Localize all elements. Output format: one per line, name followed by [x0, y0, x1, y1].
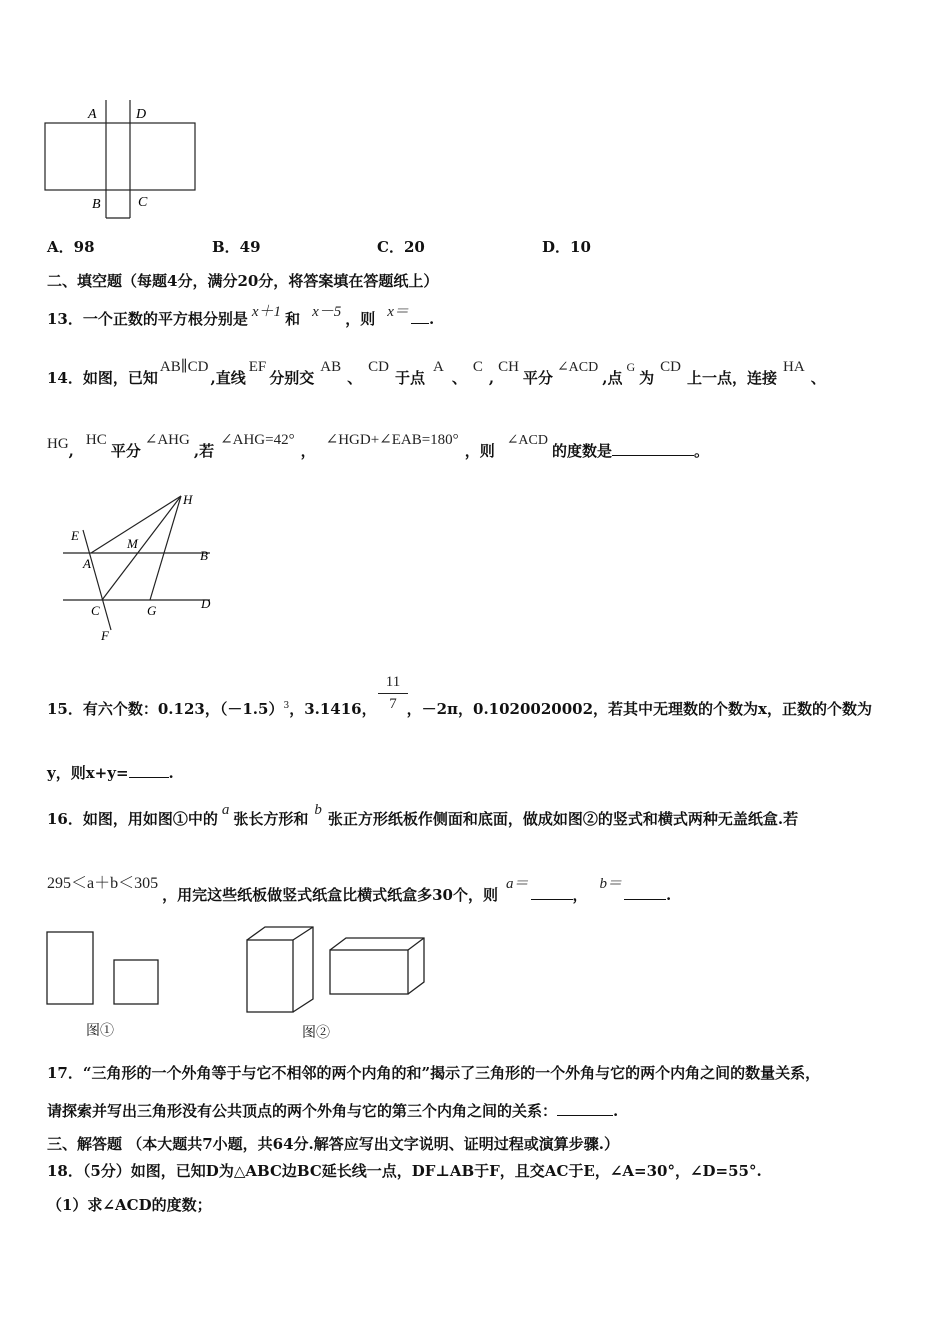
fig16-caption-1: 图① [86, 1023, 114, 1039]
fig14-label-d: D [201, 596, 211, 611]
fig14-label-h: H [183, 492, 193, 507]
q15-fraction-box [378, 674, 408, 713]
q14-t9: 为 [639, 369, 655, 387]
fig12-label-a: A [88, 107, 97, 122]
q18-line1: 18．（5分）如图，已知D为△ABC边BC延长线一点，DF⊥AB于F，且交AC于E，∠A=30°，∠D=55°. [47, 1162, 762, 1180]
q16-line2 [47, 870, 672, 904]
q14-l2-m5: ∠HGD+∠EAB=180° [325, 432, 459, 448]
q16-t1: 张长方形和 [233, 810, 309, 828]
q16-vb: b [314, 802, 322, 818]
q14-m11: HA [783, 359, 805, 375]
q16-eb: b＝ [599, 876, 623, 892]
q14-t10: 上一点，连接 [687, 369, 778, 387]
q15-t2: ，－2π，0.1020020002，若其中无理数的个数为x，正数的个数为 [406, 700, 872, 718]
q15-t1: ，3.1416， [289, 700, 377, 718]
q14-t4: 于点 [394, 369, 425, 387]
q15-end: . [168, 764, 174, 782]
q14-l2-m2: HC [85, 432, 107, 448]
fig14-label-e: E [71, 528, 79, 543]
q14-l2-m3: ∠AHG [144, 432, 190, 448]
fig12-label-d: D [136, 107, 147, 122]
fig12-label-c: C [138, 195, 148, 210]
fig14-label-a: A [83, 556, 91, 571]
fig16-caption-2: 图② [302, 1025, 330, 1041]
fig14-label-f: F [101, 628, 109, 643]
q16-ea: a＝ [506, 876, 529, 892]
q14-line1 [47, 355, 826, 387]
q14-m2: EF [248, 359, 267, 375]
q16-va: a [221, 802, 230, 818]
q15-lead: 15．有六个数：0.123，（－1.5） [47, 700, 284, 718]
q12-figure [40, 98, 205, 223]
q14-figure [55, 488, 225, 648]
q15-line2-text: y，则x+y= [47, 764, 129, 782]
q14-l2-m6: ∠ACD [506, 433, 548, 448]
q13-lead: 13．一个正数的平方根分别是 [47, 310, 248, 328]
q15-line2 [47, 762, 174, 783]
section-3-heading: 三、解答题 （本大题共7小题，共64分.解答应写出文字说明、证明过程或演算步骤.） [47, 1135, 619, 1153]
q14-l2-t2: 平分 [110, 442, 141, 460]
q14-t7: 平分 [522, 369, 553, 387]
fig14-label-c: C [91, 603, 100, 618]
q18-sub1: （1）求∠ACD的度数； [47, 1196, 212, 1214]
q14-t6: , [488, 369, 495, 387]
q17-end: . [613, 1102, 619, 1120]
q13-expr1: x＋1 [251, 304, 282, 320]
q14-l2-t3: ,若 [193, 442, 215, 460]
choice-a: A．98 [47, 238, 95, 256]
section-2-heading: 二、填空题（每题4分，满分20分，将答案填在答题纸上） [47, 272, 439, 290]
q16-lead: 16．如图，用如图①中的 [47, 810, 218, 828]
fig14-label-g: G [147, 603, 157, 618]
q15-line1 [47, 698, 872, 719]
q14-l2-t5: ，则 [464, 442, 495, 460]
q13-expr3: x＝ [387, 304, 409, 320]
q17-line2-text: 请探索并写出三角形没有公共顶点的两个外角与它的第三个内角之间的关系： [47, 1102, 558, 1120]
q16-line1 [47, 798, 799, 828]
q13-answer-blank[interactable] [411, 309, 429, 324]
q13-then: ，则 [345, 310, 376, 328]
fig12-label-b: B [92, 197, 101, 212]
q14-t1: ,直线 [210, 369, 246, 387]
q17-line2 [47, 1100, 618, 1121]
q14-t11: 、 [810, 369, 826, 387]
q14-l2-t4: ， [300, 442, 316, 460]
q15-sup: 3 [283, 701, 290, 711]
q14-t2: 分别交 [269, 369, 315, 387]
q14-line2 [47, 428, 710, 460]
choice-d: D．10 [542, 238, 591, 256]
q14-l2-end: 。 [694, 442, 710, 460]
q13-tail: . [428, 310, 435, 328]
q16-blank-b[interactable] [624, 885, 666, 900]
q14-t3: 、 [347, 369, 363, 387]
q14-l2-m4: ∠AHG=42° [220, 432, 295, 448]
choice-c: C．20 [377, 238, 425, 256]
q14-t5: 、 [451, 369, 467, 387]
q17-answer-blank[interactable] [557, 1101, 613, 1116]
q14-answer-blank[interactable] [612, 441, 694, 456]
q13-expr2: x－5 [312, 304, 342, 320]
q14-l2-t6: 的度数是 [552, 442, 613, 460]
q14-m9: G [626, 360, 636, 374]
q16-comma: ， [572, 886, 588, 904]
q14-t8: ,点 [602, 369, 623, 387]
q13 [47, 300, 435, 328]
q16-end: . [666, 886, 672, 904]
q14-m10: CD [660, 359, 681, 375]
q14-m3: AB [320, 359, 342, 375]
fig14-label-b: B [200, 548, 208, 563]
q16-t3: ，用完这些纸板做竖式纸盒比横式纸盒多30个，则 [162, 886, 498, 904]
q14-m7: CH [498, 359, 519, 375]
q14-l2-t1: , [68, 442, 74, 460]
q16-ineq: 295＜a＋b＜305 [47, 875, 159, 892]
q13-and: 和 [285, 310, 301, 328]
fig14-label-m: M [127, 536, 138, 551]
q14-l2-m1: HG [47, 436, 69, 452]
q15-denominator: 7 [389, 696, 397, 712]
q14-m1: AB∥CD [159, 359, 209, 375]
q15-numerator: 11 [378, 674, 408, 694]
choice-b: B．49 [212, 238, 261, 256]
q14-m5: A [432, 359, 444, 375]
q14-lead: 14．如图，已知 [47, 369, 158, 387]
q15-answer-blank[interactable] [129, 763, 169, 778]
q16-blank-a[interactable] [531, 885, 573, 900]
q14-m8: ∠ACD [556, 360, 599, 375]
q14-m6: C [472, 359, 483, 375]
q16-t2: 张正方形纸板作侧面和底面，做成如图②的竖式和横式两种无盖纸盒.若 [327, 810, 799, 828]
q17-line1: 17．“三角形的一个外角等于与它不相邻的两个内角的和”揭示了三角形的一个外角与它的两个内角之间的数量关系， [47, 1064, 821, 1082]
q14-m4: CD [368, 359, 389, 375]
